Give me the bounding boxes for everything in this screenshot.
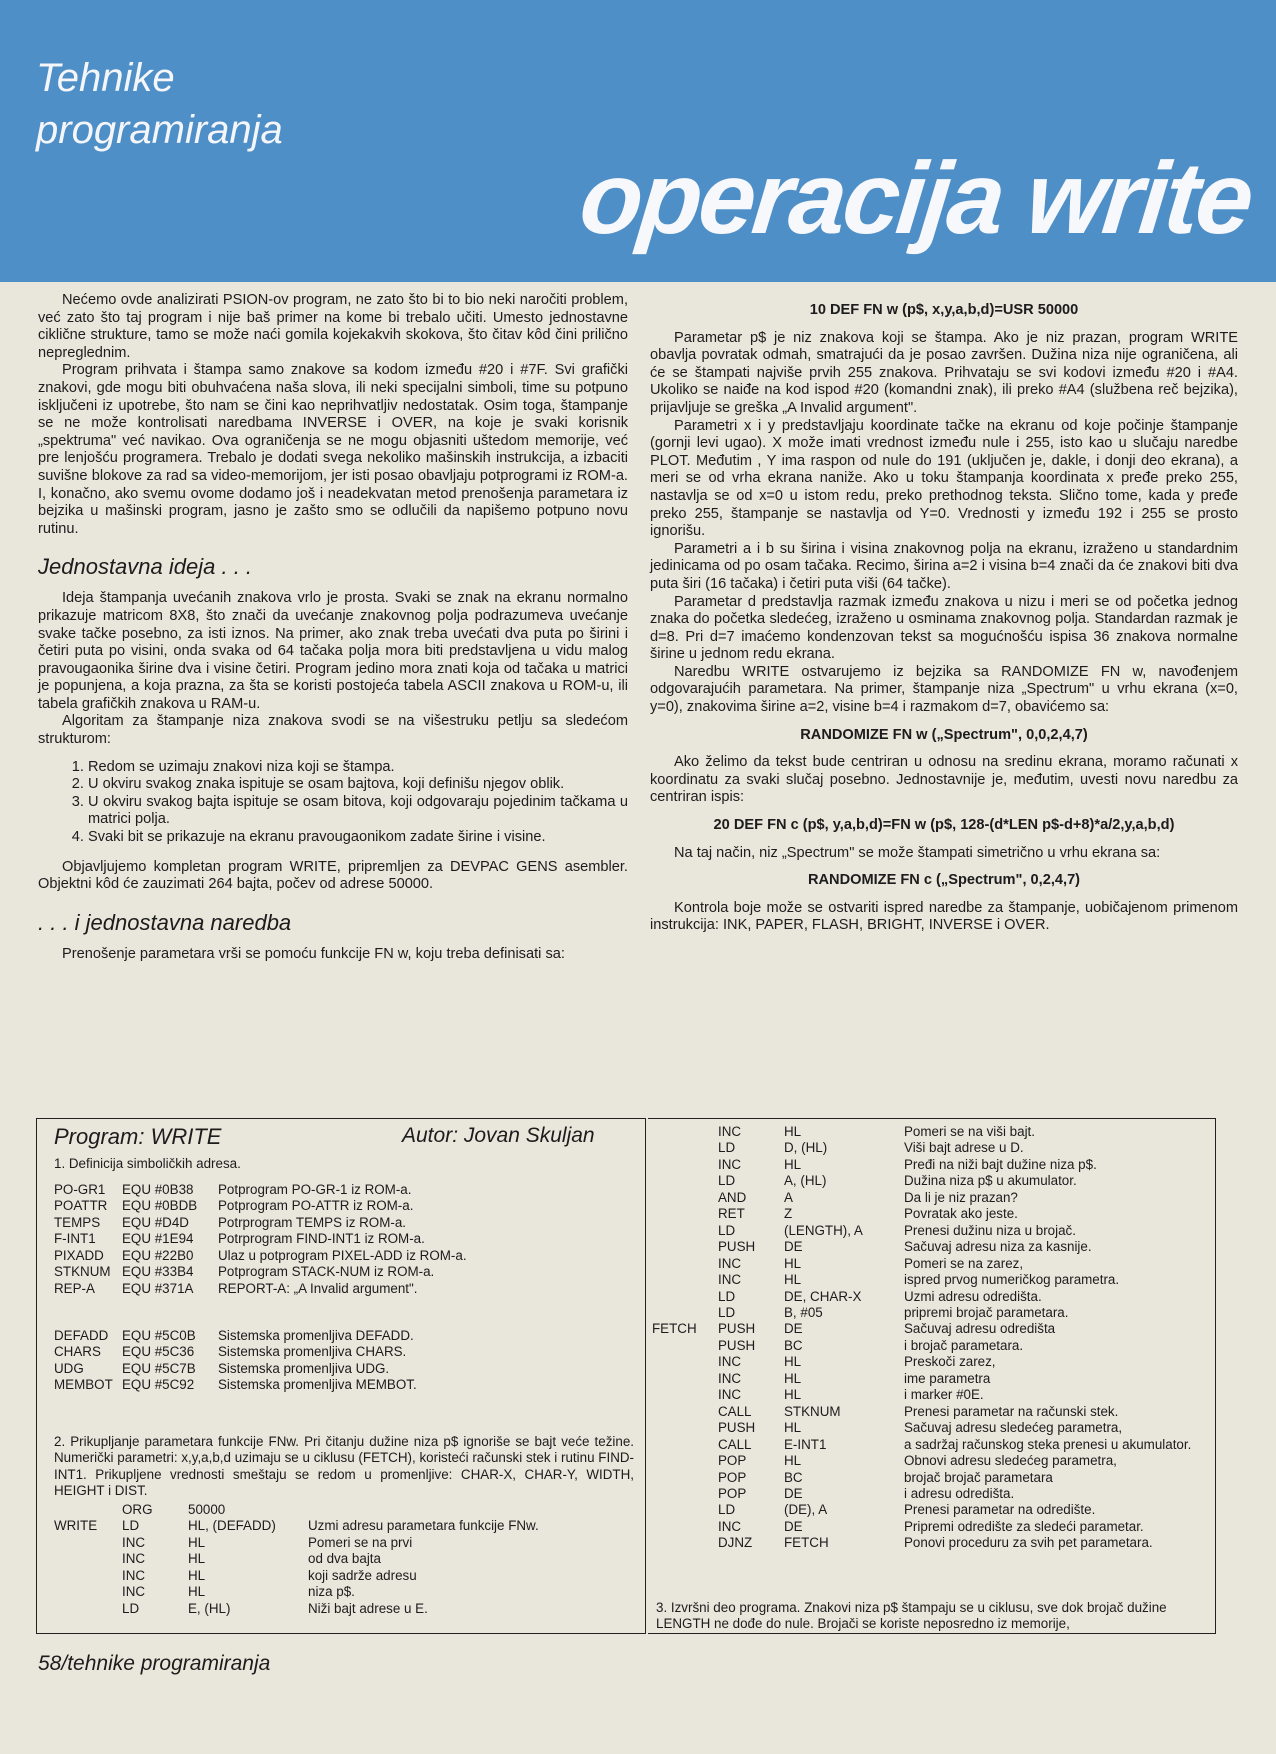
list-item: 1. Redom se uzimaju znakovi niza koji se štampa.	[88, 759, 628, 777]
paragraph: Parametar d predstavlja razmak između znakova u nizu i meri se od početka jednog znaka do početka sledećeg, izraženo u osminama znakovnog polja. Standardan razmak je d=8. Pri d=7 imaćemo kondenzovan tekst sa mogućnošću ispisa 36 znakova normalne širine u jednom redu ekrana.	[650, 593, 1238, 663]
table-row: INC HL od dva bajta	[122, 1551, 381, 1567]
kicker-line-1: Tehnike	[36, 56, 175, 100]
table-row: RET Z Povratak ako jeste.	[718, 1206, 1018, 1222]
code-line: RANDOMIZE FN c („Spectrum", 0,2,4,7)	[807, 872, 1081, 889]
right-column	[650, 292, 1238, 935]
table-row: CALL E-INT1 a sadržaj računskog steka prenesi u akumulator.	[718, 1436, 1192, 1452]
paragraph: Program prihvata i štampa samo znakove sa kodom između #20 i #7F. Svi grafički znakovi, gde mogu biti obuhvaćena naša slova, ili neki specijalni simboli, time su potpuno isključeni iz upotrebe, što nam se čini kao neprihvatljiv nedostatak. Osim toga, štampanje se ne može kontrolisati naredbama INVERSE i OVER, na koje je svaki korisnik „spektruma" već navikao. Ova ograničenja se ne mogu objasniti uštedom memorije, već pre lenjošću programera. Trebalo je dodati svega nekoliko mašinskih instrukcija, a izbaciti suvišne blokove za rad sa video-memorijom, jer isti posao obavljaju potprogrami iz ROM-a. I, konačno, ako svemu ovome dodamo još i neadekvatan metod prenošenja parametara iz bejzika u mašinski program, jasno je zašto smo se odlučili da napišemo potpuno novu rutinu.	[38, 362, 628, 537]
equ-table-1	[54, 1182, 467, 1297]
table-row: PUSH HL Sačuvaj adresu sledećeg parametra,	[718, 1420, 1123, 1436]
list-item: 2. U okviru svakog znaka ispituje se osam bajtova, koji definišu njegov oblik.	[88, 776, 628, 794]
algorithm-list	[38, 759, 628, 847]
section-heading: Jednostavna ideja . . .	[38, 554, 253, 580]
table-row: POP BC brojač brojač parametara	[718, 1469, 1053, 1485]
program-author: Autor: Jovan Skuljan	[402, 1124, 595, 1147]
table-row: CALL STKNUM Prenesi parametar na računski stek.	[718, 1403, 1119, 1419]
table-row: LD (DE), A Prenesi parametar na odredište.	[718, 1502, 1096, 1518]
asm-table-right	[652, 1124, 1191, 1552]
listing-section-1: 1. Definicija simboličkih adresa.	[54, 1156, 241, 1171]
table-row: INC HL Preskoči zarez,	[718, 1354, 996, 1370]
table-row: DEFADD EQU #5C0B Sistemska promenljiva DEFADD.	[54, 1328, 414, 1343]
table-row: LD DE, CHAR-X Uzmi adresu odredišta.	[718, 1288, 1042, 1304]
table-row: F-INT1 EQU #1E94 Potrprogram FIND-INT1 iz ROM-a.	[54, 1231, 425, 1247]
table-row: LD B, #05 pripremi brojač parametara.	[718, 1304, 1069, 1320]
paragraph: Ideja štampanja uvećanih znakova vrlo je prosta. Svaki se znak na ekranu normalno prikazuje matricom 8X8, što znači da uvećanje znakovnog polja podrazumeva uvećanje svake tačke posebno, za isti iznos. Na primer, ako znak treba uvećati dva puta po širini i četiri puta po visini, onda svaka od 64 tačaka polja mora biti predstavljena u vidu malog pravougaonika širine dva i visine četiri. Program jedino mora znati koja od tačaka u matrici je popunjena, a koja prazna, za šta se koristi postojeća tabela ASCII znakova u ROM-u, ili tabela grafičkih znakova u RAM-u.	[38, 590, 628, 712]
program-title: Program: WRITE	[54, 1124, 222, 1149]
paragraph: Naredbu WRITE ostvarujemo iz bejzika sa RANDOMIZE FN w, navođenjem odgovarajućih parametara. Na primer, štampanje niza „Spectrum" u vrhu ekrana (x=0, y=0), znakovima širine a=2, visine b=4 i razmakom d=7, obavićemo sa:	[650, 663, 1238, 716]
paragraph: Parametri a i b su širina i visina znakovnog polja na ekranu, izraženo u standardnim jedinicama od po osam tačaka. Recimo, širina a=2 i visina b=4 znači da će znakovi biti dva puta širi (16 tačaka) i četiri puta viši (64 tačke).	[650, 540, 1238, 592]
table-row: REP-A EQU #371A REPORT-A: „A Invalid argument".	[54, 1280, 418, 1296]
listing-section-3: 3. Izvršni deo programa. Znakovi niza p$ štampaju se u ciklusu, sve dok brojač dužine LENGTH ne dođe do nule. Brojači se koriste neposredno iz memorije,	[656, 1600, 1167, 1632]
header-banner	[0, 0, 1276, 282]
table-row: INC HL Pomeri se na zarez,	[718, 1255, 1024, 1271]
article-title: operacija write	[574, 141, 1256, 255]
code-line: 10 DEF FN w (p$, x,y,a,b,d)=USR 50000	[809, 302, 1079, 318]
paragraph: Kontrola boje može se ostvariti ispred naredbe za štampanje, uobičajenom primenom instrukcija: INK, PAPER, FLASH, BRIGHT, INVERSE i OVER.	[650, 899, 1238, 934]
table-row: PUSH DE Sačuvaj adresu niza za kasnije.	[718, 1239, 1092, 1255]
table-row: INC HL Pomeri se na viši bajt.	[718, 1124, 1035, 1139]
table-row: INC DE Pripremi odredište za sledeći parametar.	[718, 1518, 1144, 1534]
table-row: LD E, (HL) Niži bajt adrese u E.	[122, 1600, 428, 1616]
table-row: STKNUM EQU #33B4 Potprogram STACK-NUM iz ROM-a.	[54, 1264, 435, 1280]
paragraph: Nećemo ovde analizirati PSION-ov program, ne zato što bi to bio neki naročiti problem, već zato što taj program i nije baš primer na kome bi trebalo učiti. Umesto jednostavne ciklične strukture, tamo se može naći gomila kojekakvih skokova, što čitav kôd čini prilično nepreglednim.	[38, 292, 628, 361]
table-row: INC HL Pređi na niži bajt dužine niza p$.	[718, 1156, 1097, 1172]
table-row: INC HL Pomeri se na prvi	[122, 1534, 413, 1550]
page-footer: 58/tehnike programiranja	[38, 1652, 271, 1675]
table-row: MEMBOT EQU #5C92 Sistemska promenljiva MEMBOT.	[54, 1377, 417, 1393]
kicker-line-2: programiranja	[36, 108, 283, 152]
section-heading: . . . i jednostavna naredba	[38, 909, 292, 935]
asm-table-left	[54, 1502, 539, 1617]
table-row: POATTR EQU #0BDB Potprogram PO-ATTR iz ROM-a.	[54, 1198, 414, 1214]
list-item: 4. Svaki bit se prikazuje na ekranu pravougaonikom zadate širine i visine.	[88, 829, 628, 847]
table-row: LD (LENGTH), A Prenesi dužinu niza u brojač.	[718, 1222, 1076, 1238]
list-item: 3. U okviru svakog bajta ispituje se osam bitova, koji odgovaraju pojedinim tačkama u matrici polja.	[88, 794, 628, 829]
table-row: PUSH BC i brojač parametara.	[718, 1337, 1024, 1353]
paragraph: Algoritam za štampanje niza znakova svodi se na višestruku petlju sa sledećom strukturom:	[38, 713, 628, 748]
table-row: CHARS EQU #5C36 Sistemska promenljiva CHARS.	[54, 1344, 407, 1360]
table-row: INC HL ispred prvog numeričkog parametra.	[718, 1272, 1120, 1288]
paragraph: Parametar p$ je niz znakova koji se štampa. Ako je niz prazan, program WRITE obavlja povratak odmah, smatrajući da je posao završen. Dužina niza nije ograničena, ali će se štampati najviše prvih 255 znakova. Prihvataju se svi kodovi između #20 i #A4. Ukoliko se naiđe na kod ispod #20 (komandni znak), ili preko #A4 (službena reč bejzika), prijavljuje se greška „A Invalid argument".	[650, 329, 1238, 416]
table-row: PIXADD EQU #22B0 Ulaz u potprogram PIXEL-ADD iz ROM-a.	[54, 1247, 467, 1263]
table-row: AND A Da li je niz prazan?	[718, 1189, 1018, 1205]
left-column	[38, 292, 628, 963]
code-line: RANDOMIZE FN w („Spectrum", 0,0,2,4,7)	[800, 726, 1088, 743]
table-row: DJNZ FETCH Ponovi proceduru za svih pet parametara.	[718, 1535, 1153, 1551]
paragraph: Prenošenje parametara vrši se pomoću funkcije FN w, koju treba definisati sa:	[62, 945, 565, 962]
paragraph: Objavljujemo kompletan program WRITE, pripremljen za DEVPAC GENS asembler. Objektni kôd će zauzimati 264 bajta, počev od adrese 50000.	[38, 858, 628, 893]
table-row: UDG EQU #5C7B Sistemska promenljiva UDG.	[54, 1360, 390, 1376]
paragraph: Parametri x i y predstavljaju koordinate tačke na ekranu od koje počinje štampanje (gornji levi ugao). X može imati vrednost između nule i 255, isto kao u slučaju naredbe PLOT. Međutim , Y ima raspon od nule do 191 (uključen je, dakle, i donji deo ekrana), a meri se od vrha ekrana naniže. Ako u toku štampanja koordinata x pređe preko 255, nastavlja se od x=0 u istom redu, preko prethodnog teksta. Slično tome, kada y pređe preko 255, štampanje se nastavlja od Y=0. Vrednosti y između 192 i 255 se prosto ignorišu.	[650, 417, 1238, 540]
table-row: LD A, (HL) Dužina niza p$ u akumulator.	[718, 1173, 1077, 1189]
table-row: LD D, (HL) Viši bajt adrese u D.	[718, 1140, 1024, 1156]
table-row: INC HL i marker #0E.	[718, 1387, 984, 1403]
code-line: 20 DEF FN c (p$, y,a,b,d)=FN w (p$, 128-(d*LEN p$-d+8)*a/2,y,a,b,d)	[713, 817, 1175, 834]
paragraph: Ako želimo da tekst bude centriran u odnosu na sredinu ekrana, moramo računati x koordinatu za svaki slučaj posebno. Jednostavnije je, međutim, uvesti novu naredbu za centriran ispis:	[650, 754, 1238, 806]
table-row: PO-GR1 EQU #0B38 Potprogram PO-GR-1 iz ROM-a.	[54, 1182, 412, 1197]
table-row: FETCH PUSH DE Sačuvaj adresu odredišta	[652, 1321, 1056, 1337]
listing-section-2: 2. Prikupljanje parametara funkcije FNw. Pri čitanju dužine niza p$ ignoriše se bajt veće težine. Numerički parametri: x,y,a,b,d uzimaju se u ciklusu (FETCH), koristeći računski stek i rutinu FIND-INT1. Prikupljene vrednosti smeštaju se redom u promenljive: CHAR-X, CHAR-Y, WIDTH, HEIGHT i DIST.	[54, 1434, 634, 1499]
table-row: INC HL koji sadrže adresu	[122, 1567, 417, 1583]
table-row: WRITE LD HL, (DEFADD) Uzmi adresu parametara funkcije FNw.	[54, 1518, 539, 1534]
table-row: POP HL Obnovi adresu sledećeg parametra,	[718, 1453, 1117, 1469]
table-row: POP DE i adresu odredišta.	[718, 1485, 1015, 1501]
paragraph: Na taj način, niz „Spectrum" se može štampati simetrično u vrhu ekrana sa:	[674, 844, 1161, 861]
table-row: INC HL niza p$.	[122, 1584, 355, 1600]
table-row: INC HL ime parametra	[718, 1370, 991, 1386]
table-row: TEMPS EQU #D4D Potrprogram TEMPS iz ROM-a.	[54, 1214, 407, 1230]
table-row: ORG 50000	[122, 1502, 226, 1517]
equ-table-2	[54, 1328, 417, 1394]
